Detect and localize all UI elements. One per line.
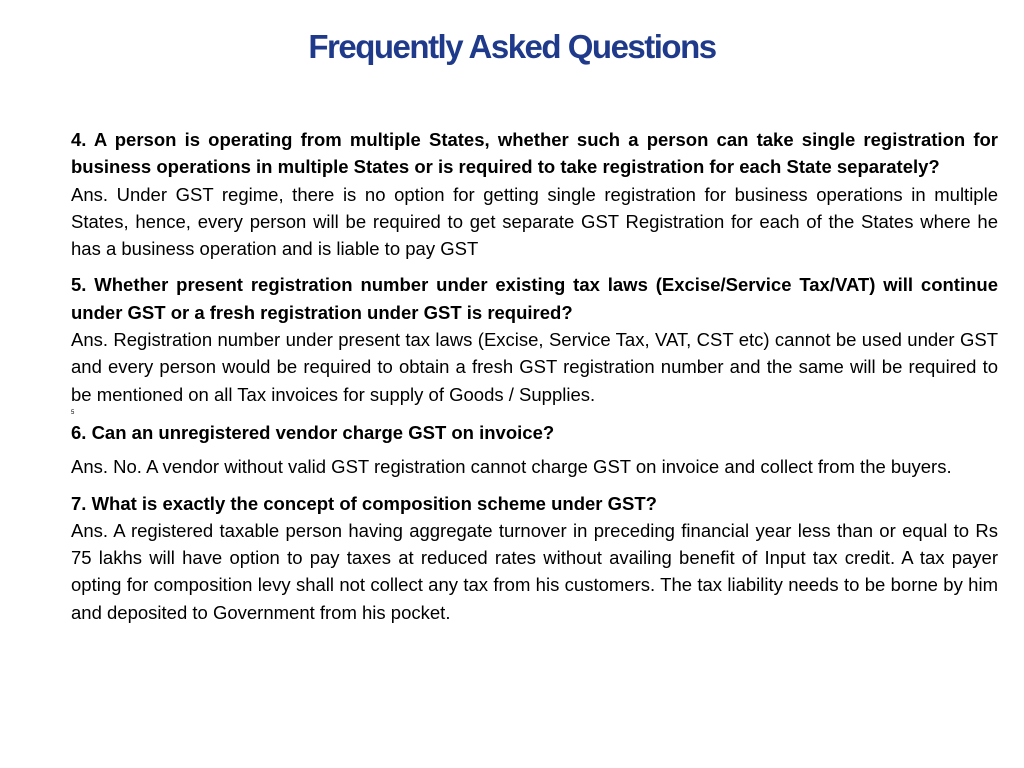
faq-item-4: [71, 126, 998, 262]
stray-mark: 5: [71, 409, 75, 416]
faq-answer: Ans. Under GST regime, there is no option for getting single registration for business operations in multiple States, hence, every person will be required to get separate GST Registration for each of the States where he has a business operation and is liable to pay GST: [71, 183, 998, 260]
faq-list: [71, 126, 998, 635]
faq-answer: Ans. No. A vendor without valid GST registration cannot charge GST on invoice and collect from the buyers.: [71, 456, 952, 478]
faq-item-6: [71, 419, 998, 481]
faq-question: 4. A person is operating from multiple States, whether such a person can take single registration for business operations in multiple States or is required to take registration for each State separately?: [71, 129, 998, 178]
faq-item-5: [71, 271, 998, 407]
faq-item-7: [71, 490, 998, 626]
page-title: Frequently Asked Questions: [308, 28, 716, 65]
faq-answer: Ans. A registered taxable person having aggregate turnover in preceding financial year less than or equal to Rs 75 lakhs will have option to pay taxes at reduced rates without availing benefit of Input tax credit. A tax payer opting for composition levy shall not collect any tax from his customers. The tax liability needs to be borne by him and deposited to Government from his pocket.: [71, 519, 998, 623]
faq-question: 5. Whether present registration number under existing tax laws (Excise/Service Tax/VAT) will continue under GST or a fresh registration under GST is required?: [71, 274, 998, 323]
faq-answer: Ans. Registration number under present tax laws (Excise, Service Tax, VAT, CST etc) cannot be used under GST and every person would be required to obtain a fresh GST registration number and the same will be required to be mentioned on all Tax invoices for supply of Goods / Supplies.: [71, 329, 998, 405]
faq-question: 6. Can an unregistered vendor charge GST on invoice?: [71, 421, 555, 443]
faq-question: 7. What is exactly the concept of composition scheme under GST?: [71, 492, 657, 514]
